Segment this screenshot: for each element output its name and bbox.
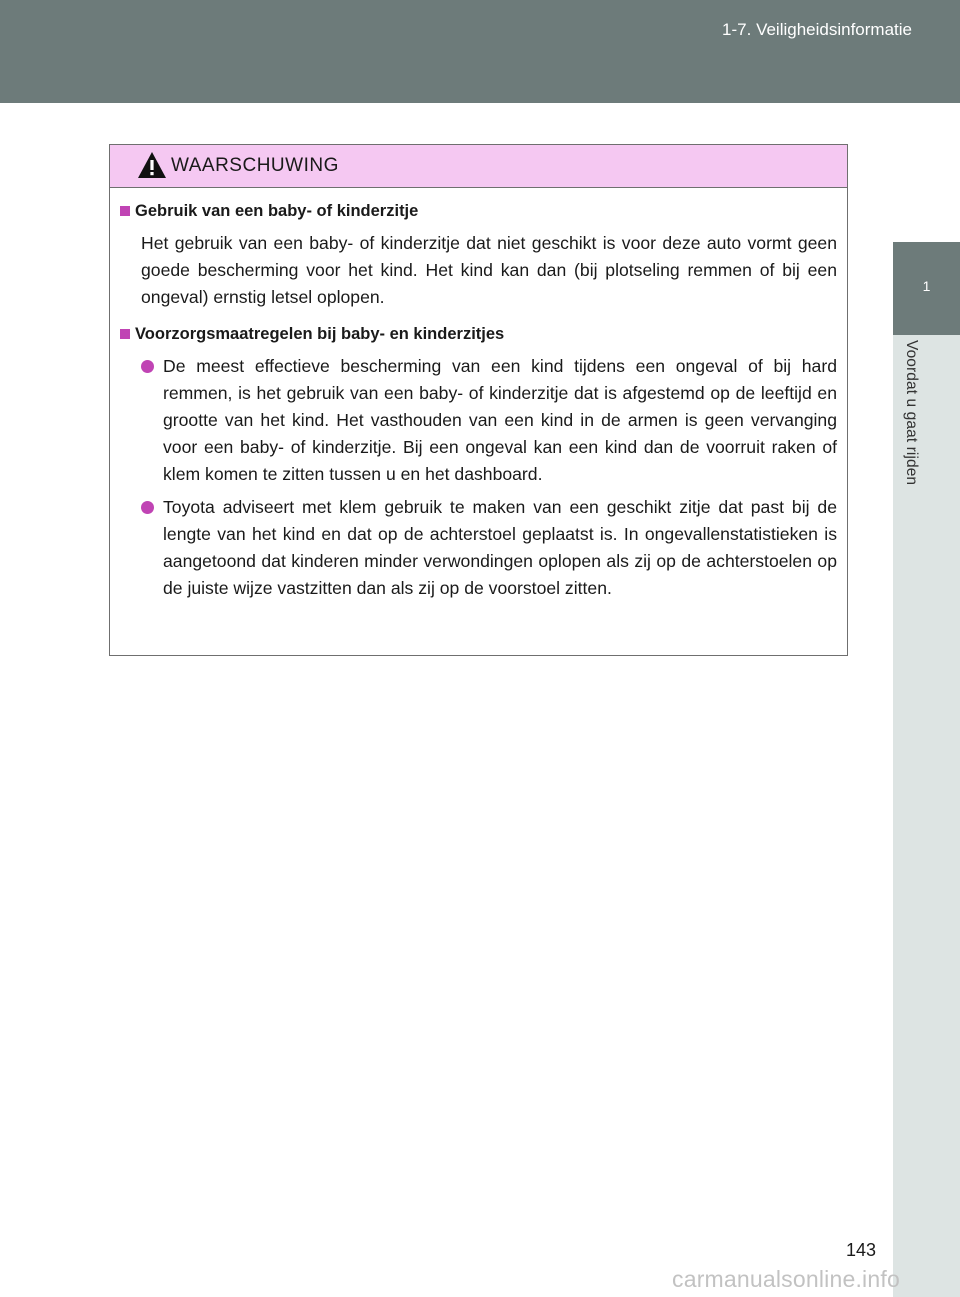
chapter-tab	[893, 242, 960, 335]
warning-title: WAARSCHUWING	[171, 155, 339, 176]
warning-body	[110, 188, 847, 602]
circle-bullet-icon	[141, 360, 154, 373]
header-band	[0, 0, 960, 103]
warning-box	[109, 144, 848, 656]
watermark: carmanualsonline.info	[672, 1266, 900, 1292]
chapter-number: 1	[922, 278, 931, 294]
list-item-text: De meest effectieve bescherming van een kind tijdens een ongeval of bij hard remmen, is het gebruik van een baby- of kinderzitje dat is afgestemd op de leeftijd en grootte van het kind. Het vasthouden van een kind in de armen is geen vervanging voor een baby- of kinderzitje. Bij een ongeval kan een kind dan de voorruit raken of klem komen te zitten tussen u en het dashboard.	[163, 356, 837, 484]
chapter-title: Voordat u gaat rijden	[903, 340, 920, 486]
section-heading	[120, 200, 837, 222]
section-heading	[120, 323, 837, 345]
page-number: 143	[846, 1240, 877, 1260]
list-item	[141, 353, 837, 488]
square-bullet-icon	[120, 206, 130, 216]
list-item	[141, 494, 837, 602]
section-heading-text: Voorzorgsmaatregelen bij baby- en kinderzitjes	[135, 325, 505, 343]
section-heading-text: Gebruik van een baby- of kinderzitje	[135, 202, 419, 220]
list-item-text: Toyota adviseert met klem gebruik te maken van een geschikt zitje dat past bij de lengte van het kind en dat op de achterstoel geplaatst is. In ongevallenstatistieken is aangetoond dat kinderen minder verwondingen oplopen als zij op de achterstoelen op de juiste wijze vastzitten dan als zij op de voorstoel zitten.	[163, 497, 837, 598]
square-bullet-icon	[120, 329, 130, 339]
section-title: 1-7. Veiligheidsinformatie	[722, 20, 912, 39]
circle-bullet-icon	[141, 501, 154, 514]
section-paragraph: Het gebruik van een baby- of kinderzitje dat niet geschikt is voor deze auto vormt geen goede bescherming voor het kind. Het kind kan dan (bij plotseling remmen of bij een ongeval) ernstig letsel oplopen.	[141, 233, 837, 307]
warning-header	[110, 145, 847, 188]
warning-triangle-icon	[137, 151, 167, 179]
bullet-list	[120, 353, 837, 602]
